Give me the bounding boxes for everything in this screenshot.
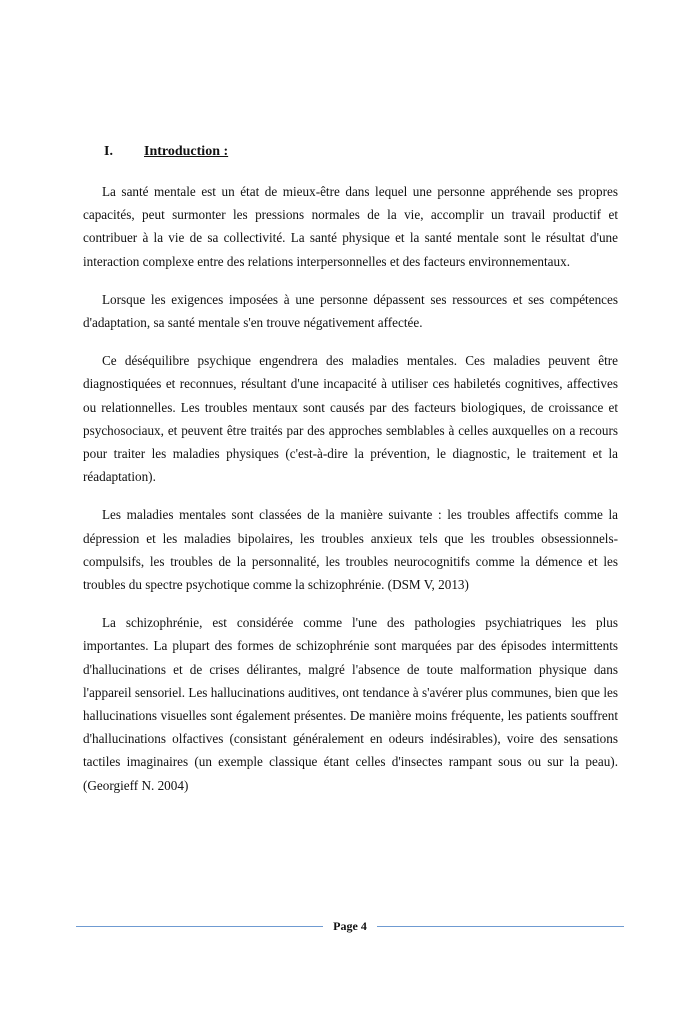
paragraph-imbalance: Ce déséquilibre psychique engendrera des maladies mentales. Ces maladies peuvent être diagnostiquées et reconnues, résultant d'une incapacité à utiliser ces habiletés cognitives, affectives ou relationnelles. Les troubles mentaux sont causés par des facteurs biologiques, de croissance et psychosociaux, et peuvent être traités par des approches semblables à celles auxquelles on a recours pour traiter les maladies physiques (c'est-à-dire la prévention, le diagnostic, le traitement et la réadaptation). xyxy=(83,353,618,485)
footer-rule-right xyxy=(377,926,624,927)
paragraph-schizophrenia: La schizophrénie, est considérée comme l'une des pathologies psychiatriques les plus importantes. La plupart des formes de schizophrénie sont marquées par des épisodes intermittents d'hallucinations et de crises délirantes, malgré l'absence de toute malformation physique dans l'appareil sensoriel. Les hallucinations auditives, ont tendance à s'avérer plus communes, bien que les hallucinations visuelles sont également présentes. De manière moins fréquente, les patients souffrent d'hallucinations olfactives (consistant généralement en odeurs indésirables), voire des sensations tactiles imaginaires (un exemple classique étant celles d'insectes rampant sous ou sur la peau). (Georgieff N. 2004) xyxy=(83,615,618,793)
section-heading xyxy=(104,144,228,160)
paragraph-demands: Lorsque les exigences imposées à une personne dépassent ses ressources et ses compétences d'adaptation, sa santé mentale s'en trouve négativement affectée. xyxy=(83,291,618,331)
page-number: Page 4 xyxy=(333,918,367,933)
paragraph-classification: Les maladies mentales sont classées de la manière suivante : les troubles affectifs comme la dépression et les maladies bipolaires, les troubles anxieux tels que les troubles obsessionnels-compulsifs, les troubles de la personnalité, les troubles neurocognitifs comme la démence et les troubles du spectre psychotique comme la schizophrénie. (DSM V, 2013) xyxy=(83,507,618,593)
section-title: Introduction : xyxy=(144,144,229,159)
section-number: I. xyxy=(104,144,113,159)
footer-rule-left xyxy=(76,926,323,927)
paragraph-mental-health-definition: La santé mentale est un état de mieux-être dans lequel une personne appréhende ses propres capacités, peut surmonter les pressions normales de la vie, accomplir un travail productif et contribuer à la vie de sa collectivité. La santé physique et la santé mentale sont le résultat d'une interaction complexe entre des relations interpersonnelles et des facteurs environnementaux. xyxy=(83,184,618,269)
page-footer xyxy=(76,916,624,936)
body-text xyxy=(83,180,618,812)
